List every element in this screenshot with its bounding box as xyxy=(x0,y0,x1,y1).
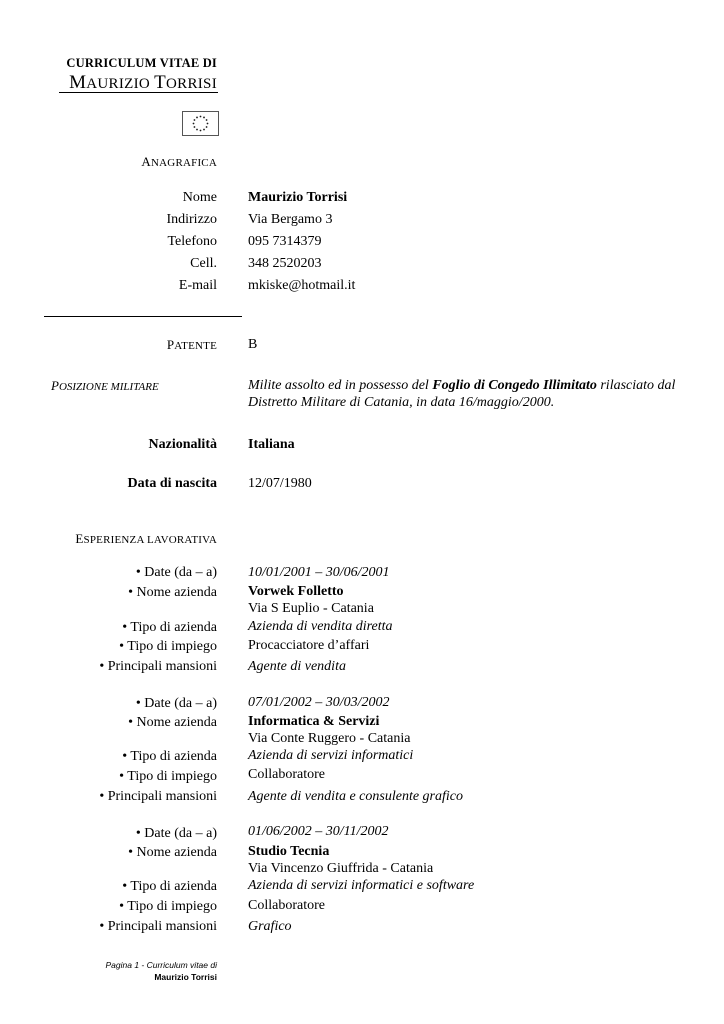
flag-star xyxy=(194,119,196,121)
job-date: 01/06/2002 – 30/11/2002 xyxy=(248,824,389,839)
value-patente: B xyxy=(248,337,258,352)
section-esperienza: ESPERIENZA LAVORATIVA xyxy=(75,531,217,546)
value-nazionalita: Italiana xyxy=(248,437,295,452)
label-date: • Date (da – a) xyxy=(135,565,217,580)
label-tipo-azienda: • Tipo di azienda xyxy=(122,879,217,894)
job-indirizzo: Via S Euplio - Catania xyxy=(248,601,374,616)
flag-star xyxy=(196,129,198,131)
job-indirizzo: Via Vincenzo Giuffrida - Catania xyxy=(248,861,434,876)
posizione-militare-text: Milite assolto ed in possesso del Foglio di Congedo Illimitato rilasciato dal Distretto Militare di Catania, in data 16/maggio/2000. xyxy=(248,378,676,410)
label-mansioni: • Principali mansioni xyxy=(99,659,217,674)
job-tipo-azienda: Azienda di servizi informatici e software xyxy=(248,878,475,893)
job-tipo-impiego: Procacciatore d’affari xyxy=(248,638,370,653)
flag-star xyxy=(200,116,202,118)
value-email: mkiske@hotmail.it xyxy=(248,278,356,293)
label-date: • Date (da – a) xyxy=(135,826,217,841)
flag-star xyxy=(203,117,205,119)
label-tipo-impiego: • Tipo di impiego xyxy=(119,899,217,914)
label-telefono: Telefono xyxy=(167,234,217,249)
flag-star xyxy=(196,117,198,119)
footer-page-label: Pagina 1 - Curriculum vitae di xyxy=(105,960,217,970)
title-underline xyxy=(59,92,218,93)
job-date: 10/01/2001 – 30/06/2001 xyxy=(248,565,390,580)
value-nome: Maurizio Torrisi xyxy=(248,190,348,205)
value-cell: 348 2520203 xyxy=(248,256,322,271)
label-cell: Cell. xyxy=(190,256,217,271)
flag-star xyxy=(200,130,202,132)
label-mansioni: • Principali mansioni xyxy=(99,789,217,804)
value-data-nascita: 12/07/1980 xyxy=(248,476,312,491)
label-mansioni: • Principali mansioni xyxy=(99,919,217,934)
job-date: 07/01/2002 – 30/03/2002 xyxy=(248,695,390,710)
section-posizione-militare: POSIZIONE MILITARE xyxy=(51,378,159,393)
section-patente: PATENTE xyxy=(166,337,217,352)
job-tipo-impiego: Collaboratore xyxy=(248,767,325,782)
section-anagrafica: ANAGRAFICA xyxy=(141,154,217,169)
value-indirizzo: Via Bergamo 3 xyxy=(248,212,333,227)
label-date: • Date (da – a) xyxy=(135,696,217,711)
label-indirizzo: Indirizzo xyxy=(166,212,217,227)
section-divider xyxy=(44,316,242,317)
job-mansioni: Grafico xyxy=(248,919,292,934)
cv-title: CURRICULUM VITAE DI xyxy=(66,56,217,70)
job-mansioni: Agente di vendita xyxy=(248,659,346,674)
job-tipo-impiego: Collaboratore xyxy=(248,898,325,913)
label-tipo-azienda: • Tipo di azienda xyxy=(122,749,217,764)
label-nazionalita: Nazionalità xyxy=(148,437,217,452)
label-azienda: • Nome azienda xyxy=(128,585,217,600)
label-azienda: • Nome azienda xyxy=(128,715,217,730)
cv-name: MAURIZIO TORRISI xyxy=(69,72,217,93)
flag-star xyxy=(203,129,205,131)
flag-star xyxy=(193,123,195,125)
label-email: E-mail xyxy=(178,278,217,293)
eu-flag-icon xyxy=(182,111,219,136)
value-telefono: 095 7314379 xyxy=(248,234,322,249)
job-azienda: Studio Tecnia xyxy=(248,844,330,859)
label-tipo-impiego: • Tipo di impiego xyxy=(119,769,217,784)
job-tipo-azienda: Azienda di vendita diretta xyxy=(248,619,393,634)
label-tipo-impiego: • Tipo di impiego xyxy=(119,639,217,654)
flag-star xyxy=(206,119,208,121)
label-data-nascita: Data di nascita xyxy=(127,476,217,491)
label-tipo-azienda: • Tipo di azienda xyxy=(122,620,217,635)
job-tipo-azienda: Azienda di servizi informatici xyxy=(248,748,414,763)
flag-star xyxy=(194,126,196,128)
job-azienda: Vorwek Folletto xyxy=(248,584,344,599)
job-indirizzo: Via Conte Ruggero - Catania xyxy=(248,731,411,746)
job-mansioni: Agente di vendita e consulente grafico xyxy=(248,789,463,804)
footer-name: Maurizio Torrisi xyxy=(154,972,217,982)
flag-star xyxy=(207,123,209,125)
job-azienda: Informatica & Servizi xyxy=(248,714,380,729)
flag-star xyxy=(206,126,208,128)
label-nome: Nome xyxy=(182,190,217,205)
label-azienda: • Nome azienda xyxy=(128,845,217,860)
